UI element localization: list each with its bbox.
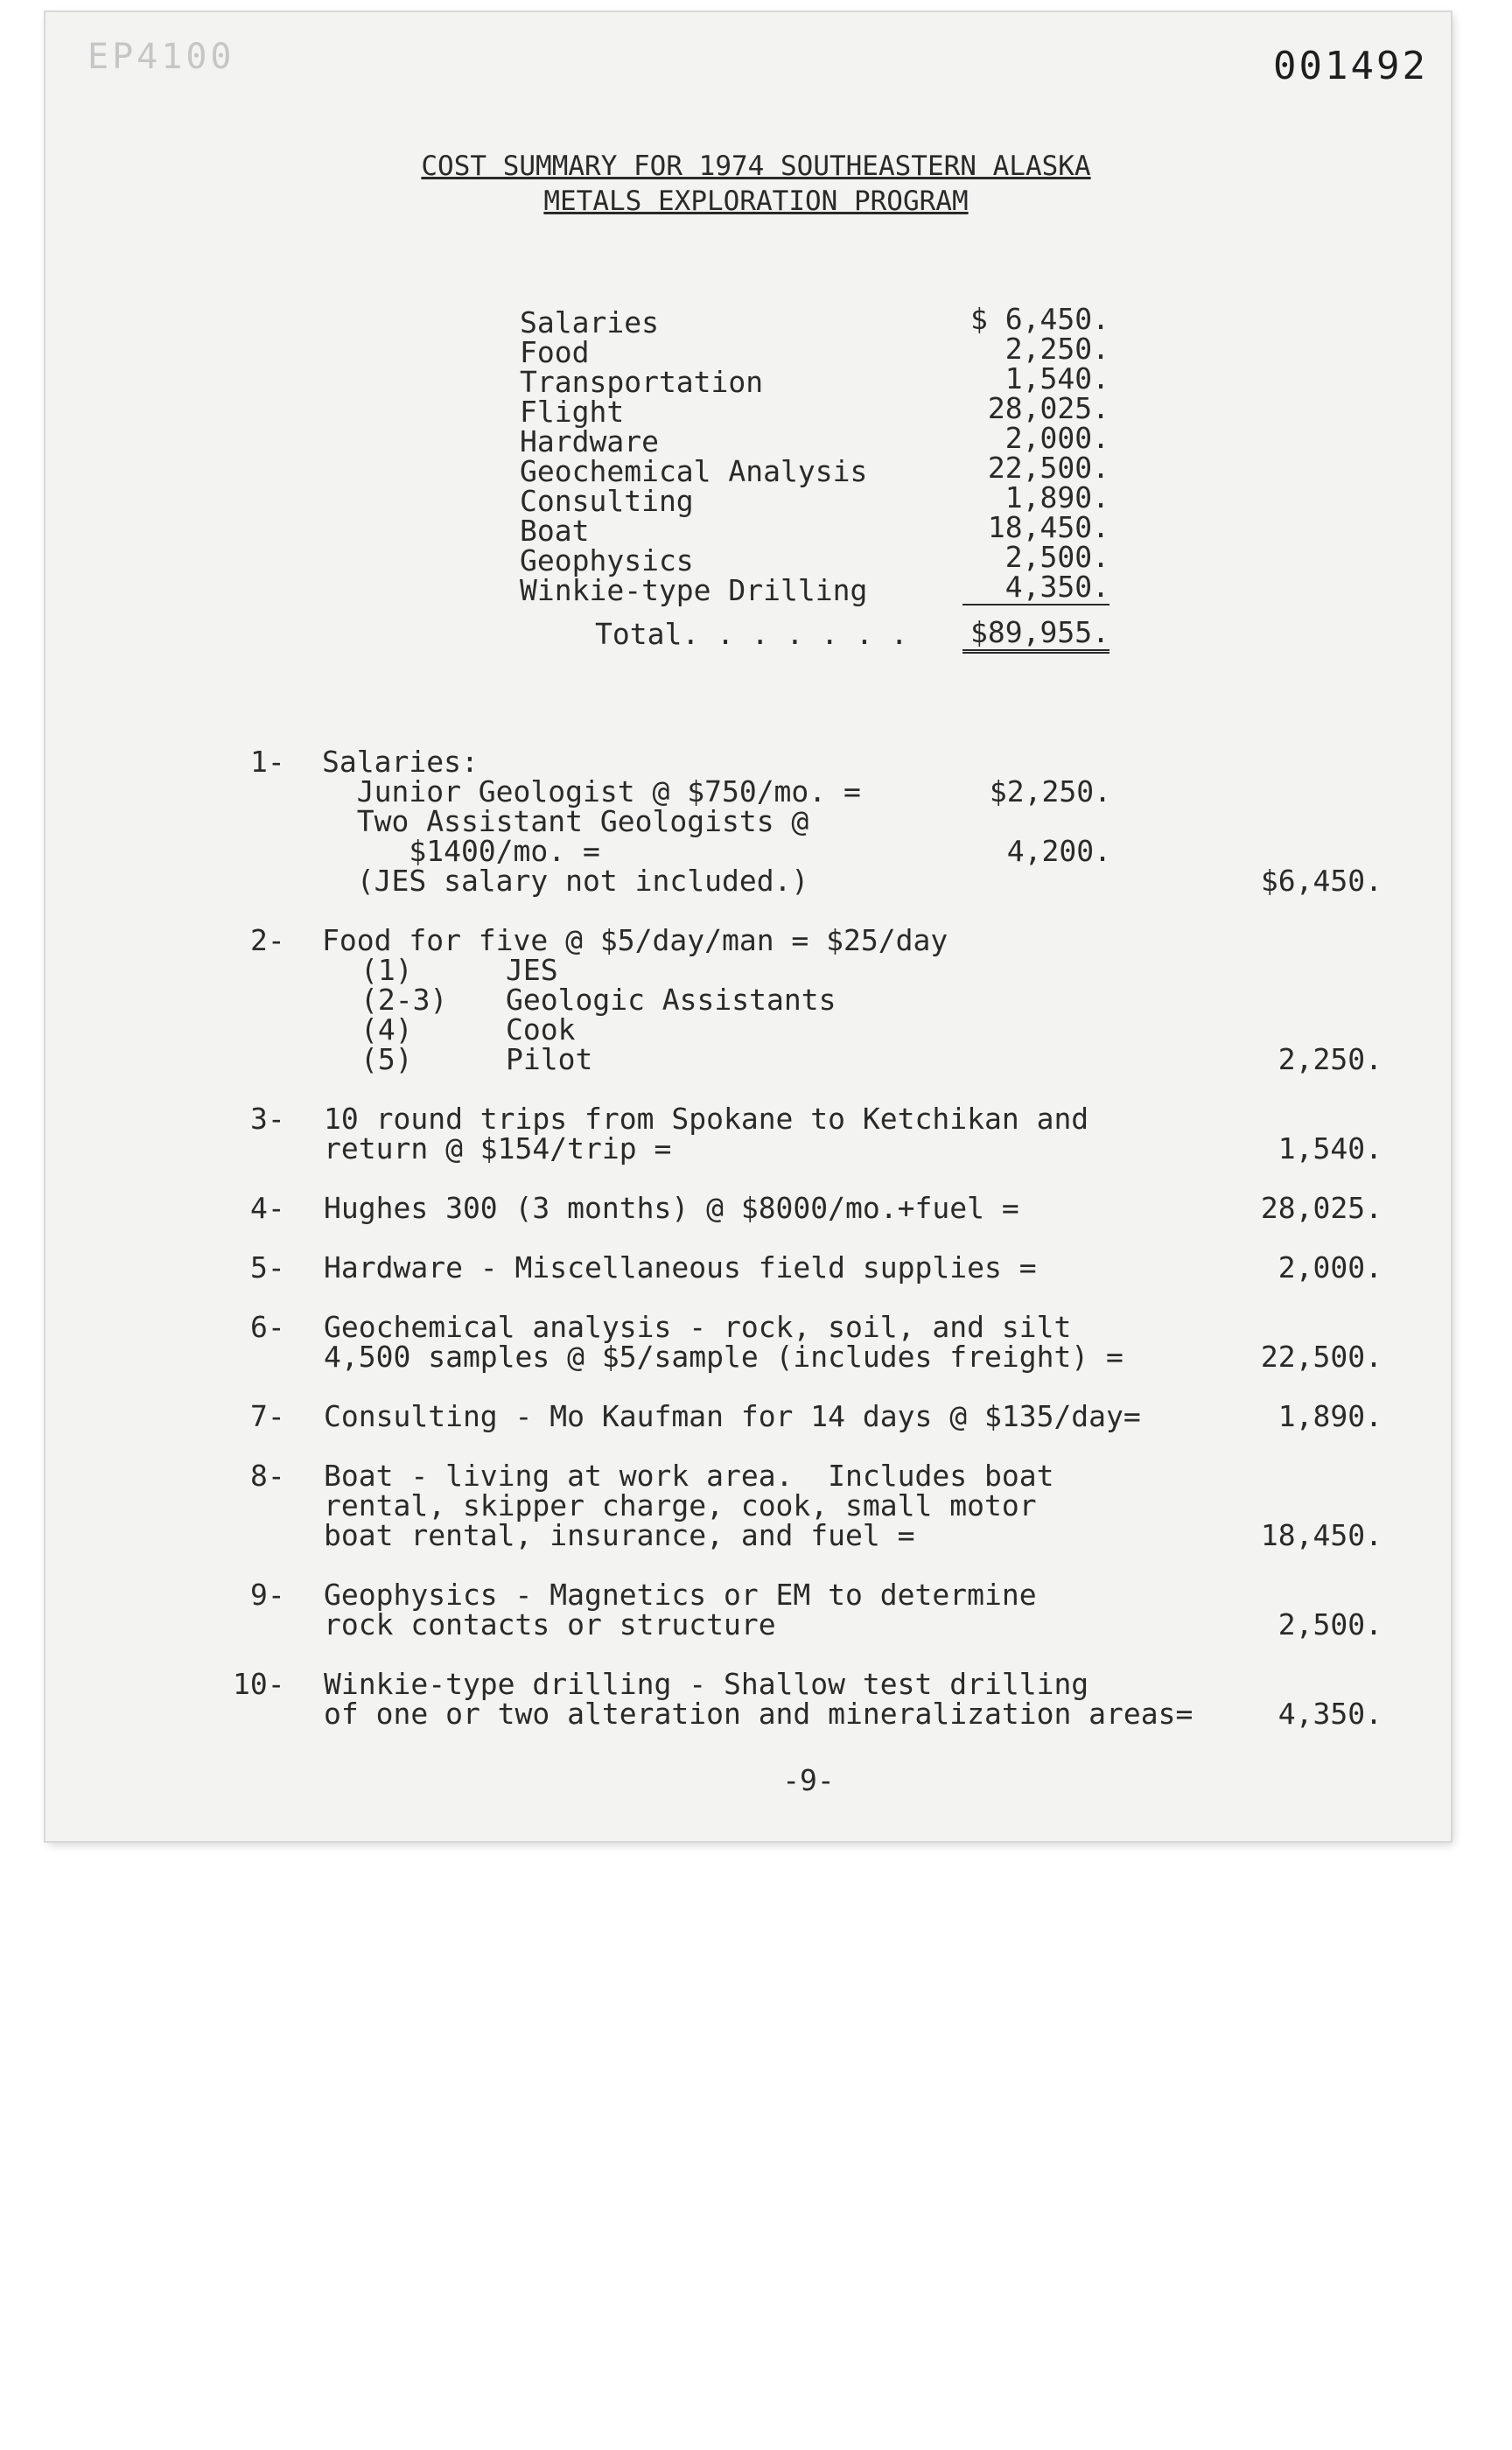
- summary-amount: 2,250.: [1004, 332, 1110, 366]
- food-role: Pilot: [506, 1042, 593, 1076]
- faint-stamp: EP4100: [88, 37, 235, 77]
- item-number: 6-: [250, 1310, 285, 1344]
- food-index: (5): [360, 1042, 413, 1076]
- summary-label: Boat: [520, 514, 590, 548]
- sub-amount: $2,250.: [989, 774, 1111, 808]
- title-line-1: COST SUMMARY FOR 1974 SOUTHEASTERN ALASKA: [421, 150, 1091, 182]
- item-text: Junior Geologist @ $750/mo. =: [322, 774, 861, 808]
- summary-label: Transportation: [520, 365, 764, 399]
- item-amount: $6,450.: [1260, 864, 1382, 898]
- item-number: 7-: [250, 1399, 285, 1433]
- item-text: rock contacts or structure: [324, 1607, 776, 1642]
- item-amount: 22,500.: [1260, 1340, 1382, 1374]
- item-text: Winkie-type drilling - Shallow test drilling: [324, 1667, 1089, 1701]
- document-number: 001492: [1273, 44, 1428, 88]
- summary-amount: 22,500.: [987, 451, 1110, 485]
- summary-amount: 28,025.: [987, 391, 1110, 425]
- item-number: 8-: [250, 1459, 285, 1493]
- item-text: return @ $154/trip =: [324, 1131, 672, 1166]
- summary-amount: 2,500.: [1004, 540, 1110, 574]
- item-number: 3-: [250, 1102, 285, 1136]
- item-text: rental, skipper charge, cook, small motor: [324, 1488, 1037, 1522]
- summary-amount: $ 6,450.: [970, 302, 1110, 336]
- total-amount: $89,955.: [962, 618, 1110, 654]
- item-number: 2-: [250, 923, 285, 957]
- food-role: JES: [506, 953, 558, 987]
- item-text: Geophysics - Magnetics or EM to determine: [324, 1578, 1037, 1612]
- summary-label: Hardware: [520, 424, 659, 458]
- item-number: 4-: [250, 1191, 285, 1225]
- item-amount: 2,250.: [1278, 1042, 1382, 1076]
- item-number: 5-: [250, 1250, 285, 1284]
- summary-amount: 1,890.: [1004, 480, 1110, 514]
- item-text: Salaries:: [322, 745, 479, 779]
- item-amount: 28,025.: [1260, 1191, 1382, 1225]
- page-number: -9-: [782, 1763, 835, 1797]
- item-text: $1400/mo. =: [322, 834, 600, 868]
- summary-amount: 1,540.: [1004, 361, 1110, 396]
- summary-label: Salaries: [520, 305, 659, 340]
- summary-label: Geochemical Analysis: [520, 454, 868, 488]
- sub-amount: 4,200.: [1006, 834, 1111, 868]
- total-label: Total. . . . . . .: [595, 617, 908, 651]
- summary-amount: 4,350.: [962, 572, 1110, 606]
- item-text: 4,500 samples @ $5/sample (includes freight) =: [324, 1340, 1124, 1374]
- item-text: Boat - living at work area. Includes boat: [324, 1459, 1054, 1493]
- item-text: of one or two alteration and mineralization areas=: [324, 1697, 1194, 1731]
- item-text: Hughes 300 (3 months) @ $8000/mo.+fuel =: [324, 1191, 1019, 1225]
- item-number: 1-: [250, 745, 285, 779]
- food-role: Geologic Assistants: [506, 983, 836, 1017]
- item-text: Hardware - Miscellaneous field supplies =: [324, 1250, 1037, 1284]
- summary-label: Flight: [520, 395, 625, 429]
- item-amount: 1,890.: [1278, 1399, 1382, 1433]
- summary-amount: 18,450.: [987, 510, 1110, 544]
- item-text: Two Assistant Geologists @: [322, 804, 809, 838]
- item-amount: 18,450.: [1260, 1518, 1382, 1552]
- food-index: (2-3): [360, 983, 448, 1017]
- summary-label: Winkie-type Drilling: [520, 573, 868, 607]
- item-text: 10 round trips from Spokane to Ketchikan and: [324, 1102, 1089, 1136]
- summary-label: Food: [520, 335, 590, 369]
- item-text: (JES salary not included.): [322, 864, 809, 898]
- item-amount: 1,540.: [1278, 1131, 1382, 1166]
- item-number: 10-: [233, 1667, 285, 1701]
- food-index: (4): [360, 1012, 413, 1046]
- item-text: boat rental, insurance, and fuel =: [324, 1518, 915, 1552]
- item-amount: 4,350.: [1278, 1697, 1382, 1731]
- item-amount: 2,000.: [1278, 1250, 1382, 1284]
- item-amount: 2,500.: [1278, 1607, 1382, 1642]
- item-text: Food for five @ $5/day/man = $25/day: [322, 923, 948, 957]
- summary-label: Consulting: [520, 484, 694, 518]
- summary-amount: 2,000.: [1004, 421, 1110, 455]
- summary-label: Geophysics: [520, 543, 694, 578]
- food-role: Cook: [506, 1012, 576, 1046]
- title-line-2: METALS EXPLORATION PROGRAM: [543, 186, 969, 217]
- item-text: Consulting - Mo Kaufman for 14 days @ $135/day=: [324, 1399, 1141, 1433]
- item-text: Geochemical analysis - rock, soil, and silt: [324, 1310, 1072, 1344]
- food-index: (1): [360, 953, 413, 987]
- item-number: 9-: [250, 1578, 285, 1612]
